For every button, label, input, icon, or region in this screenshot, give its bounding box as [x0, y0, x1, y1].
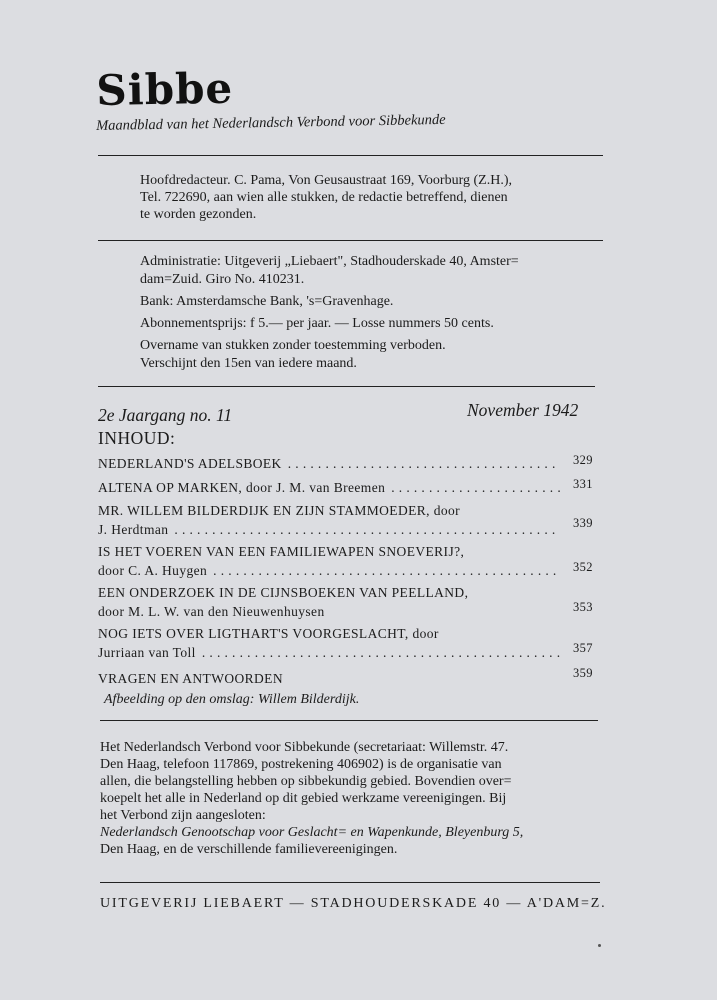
administration-block — [140, 253, 519, 373]
masthead-subtitle: Maandblad van het Nederlandsch Verbond voor Sibbekunde — [96, 111, 446, 134]
admin-line: Overname van stukken zonder toestemming verboden. — [140, 338, 446, 353]
toc-entry — [98, 626, 593, 661]
footer-line: het Verbond zijn aangesloten: — [100, 808, 266, 823]
leader-dots — [213, 563, 560, 579]
divider — [98, 240, 603, 241]
editor-line: te worden gezonden. — [140, 207, 257, 222]
footer-line: Het Nederlandsch Verbond voor Sibbekunde (secretariaat: Willemstr. 47. — [100, 740, 509, 755]
admin-line: Bank: Amsterdamsche Bank, 's=Gravenhage. — [140, 294, 394, 309]
leader-dots — [202, 645, 560, 661]
footer-line: koepelt het alle in Nederland op dit gebied werkzame vereenigingen. Bij — [100, 791, 507, 806]
toc-title: NEDERLAND'S ADELSBOEK — [98, 456, 282, 471]
editor-line: Hoofdredacteur. C. Pama, Von Geusaustraat 169, Voorburg (Z.H.), — [140, 173, 512, 188]
footer-line: Den Haag, telefoon 117869, postrekening 406902) is de organisatie van — [100, 757, 502, 772]
print-speck — [598, 944, 601, 947]
leader-dots — [288, 456, 560, 472]
toc-page: 331 — [573, 477, 593, 491]
toc-title: ALTENA OP MARKEN, door J. M. van Breemen — [98, 480, 386, 495]
admin-line: Verschijnt den 15en van iedere maand. — [140, 356, 357, 371]
toc-title: EEN ONDERZOEK IN DE CIJNSBOEKEN VAN PEELLAND, — [98, 585, 469, 600]
toc-title-cont: J. Herdtman — [98, 522, 169, 537]
divider — [100, 720, 598, 721]
footer-line: Den Haag, en de verschillende familievereenigingen. — [100, 842, 398, 857]
admin-line: dam=Zuid. Giro No. 410231. — [140, 272, 305, 287]
toc-title: NOG IETS OVER LIGTHART'S VOORGESLACHT, door — [98, 626, 439, 641]
issue-volume: 2e Jaargang no. 11 — [98, 405, 233, 425]
toc-page: 329 — [573, 453, 593, 467]
publisher-imprint: UITGEVERIJ LIEBAERT — STADHOUDERSKADE 40 — A'DAM=Z. — [100, 896, 607, 911]
masthead-title: Sibbe — [96, 63, 234, 115]
footer-block — [100, 739, 608, 858]
divider — [98, 155, 603, 156]
divider — [100, 882, 600, 883]
toc-page: 353 — [573, 600, 593, 614]
toc-entry — [98, 544, 593, 579]
toc-entry — [98, 585, 593, 620]
toc-page: 339 — [573, 516, 593, 530]
toc-entry — [98, 477, 593, 496]
toc-title-cont: door C. A. Huygen — [98, 563, 208, 578]
toc-title-cont: door M. L. W. van den Nieuwenhuysen — [98, 604, 325, 619]
toc-page: 357 — [573, 641, 593, 655]
contents-heading: INHOUD: — [98, 428, 176, 448]
toc-title: IS HET VOEREN VAN EEN FAMILIEWAPEN SNOEVERIJ?, — [98, 544, 465, 559]
toc-title-cont: Jurriaan van Toll — [98, 645, 196, 660]
toc-page: 352 — [573, 560, 593, 574]
leader-dots — [391, 480, 560, 496]
toc-title: VRAGEN EN ANTWOORDEN — [98, 671, 283, 686]
footer-line: Nederlandsch Genootschap voor Geslacht= en Wapenkunde, Bleyenburg 5, — [100, 825, 524, 840]
toc-entry — [98, 503, 593, 538]
cover-note: Afbeelding op den omslag: Willem Bilderdijk. — [104, 692, 360, 707]
issue-month: November 1942 — [467, 400, 579, 420]
toc-entry — [98, 453, 593, 472]
toc-title: MR. WILLEM BILDERDIJK EN ZIJN STAMMOEDER, door — [98, 503, 461, 518]
editor-block — [140, 172, 512, 223]
footer-line: allen, die belangstelling hebben op sibbekundig gebied. Bovendien over= — [100, 774, 512, 789]
toc-page: 359 — [573, 666, 593, 680]
editor-line: Tel. 722690, aan wien alle stukken, de redactie betreffend, dienen — [140, 190, 508, 205]
divider — [98, 386, 595, 387]
leader-dots — [174, 522, 560, 538]
admin-line: Abonnementsprijs: f 5.— per jaar. — Losse nummers 50 cents. — [140, 316, 494, 331]
toc-entry — [98, 666, 593, 687]
admin-line: Administratie: Uitgeverij „Liebaert", Stadhouderskade 40, Amster= — [140, 254, 519, 269]
